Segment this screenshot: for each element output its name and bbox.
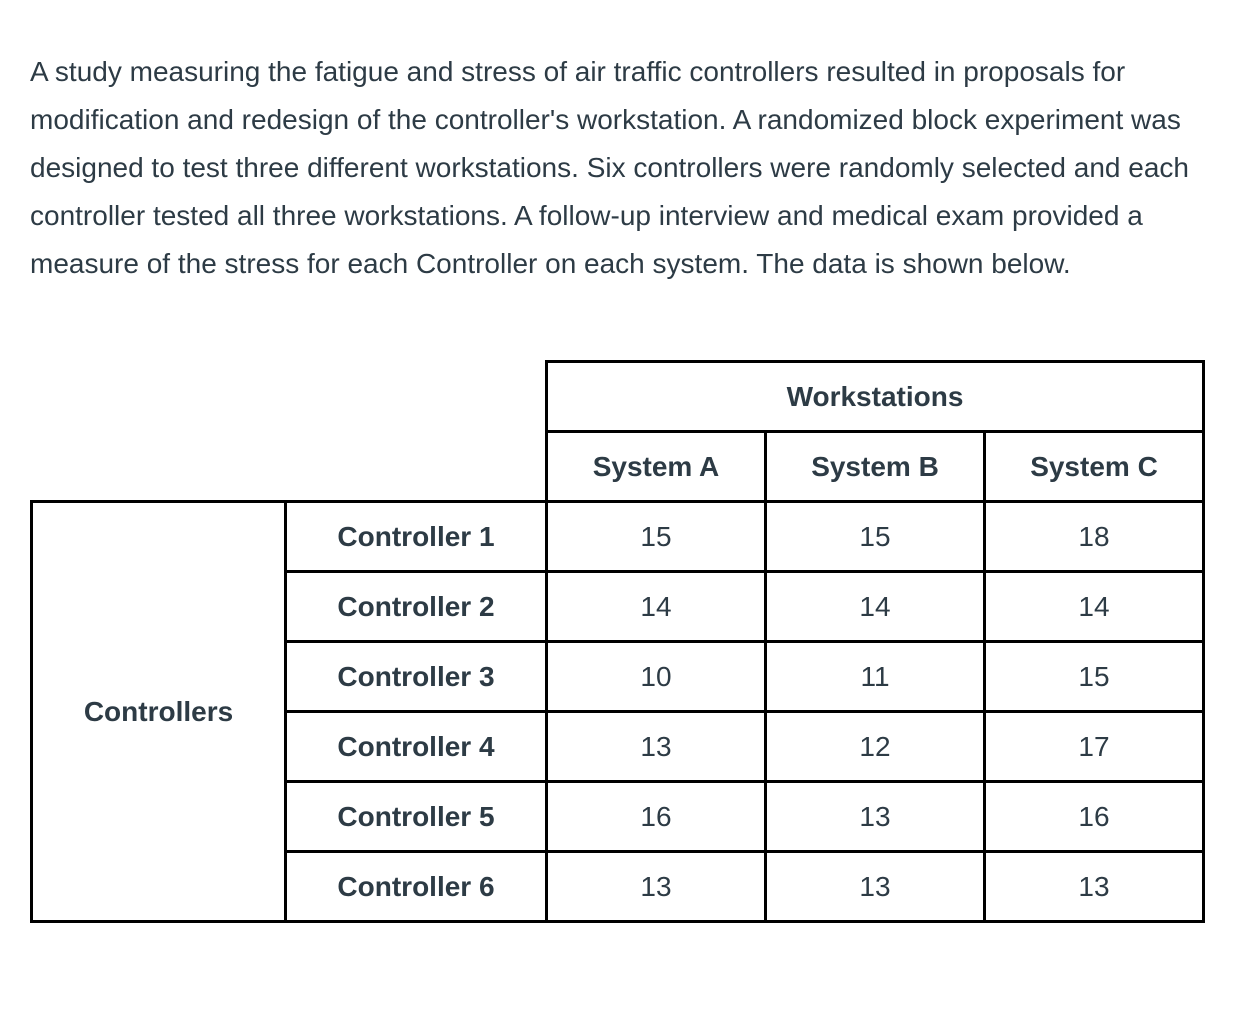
table-cell: 14 — [547, 572, 766, 642]
table-cell: 13 — [766, 782, 985, 852]
row-label: Controller 6 — [286, 852, 547, 922]
table-cell: 13 — [547, 852, 766, 922]
table-cell: 10 — [547, 642, 766, 712]
empty-corner — [32, 432, 547, 502]
stress-data-table — [30, 360, 1205, 923]
row-label: Controller 4 — [286, 712, 547, 782]
table-cell: 16 — [985, 782, 1204, 852]
group-header-row — [32, 362, 1204, 432]
table-cell: 12 — [766, 712, 985, 782]
table-cell: 17 — [985, 712, 1204, 782]
workstations-header: Workstations — [547, 362, 1204, 432]
table-cell: 13 — [547, 712, 766, 782]
row-label: Controller 1 — [286, 502, 547, 572]
table-cell: 11 — [766, 642, 985, 712]
table-cell: 18 — [985, 502, 1204, 572]
table-cell: 16 — [547, 782, 766, 852]
column-header-system-c: System C — [985, 432, 1204, 502]
table-cell: 15 — [985, 642, 1204, 712]
row-label: Controller 5 — [286, 782, 547, 852]
table-cell: 13 — [985, 852, 1204, 922]
table-cell: 14 — [766, 572, 985, 642]
table-cell: 13 — [766, 852, 985, 922]
empty-corner — [32, 362, 547, 432]
column-header-row — [32, 432, 1204, 502]
problem-statement: A study measuring the fatigue and stress of air traffic controllers resulted in proposals for modification and redesign of the controller's workstation. A randomized block experiment was designed to test three different workstations. Six controllers were randomly selected and each controller tested all three workstations. A follow-up interview and medical exam provided a measure of the stress for each Controller on each system. The data is shown below. — [30, 56, 1189, 279]
column-header-system-b: System B — [766, 432, 985, 502]
table-cell: 15 — [766, 502, 985, 572]
row-label: Controller 2 — [286, 572, 547, 642]
row-label: Controller 3 — [286, 642, 547, 712]
controllers-block-label: Controllers — [32, 502, 286, 922]
column-header-system-a: System A — [547, 432, 766, 502]
table-cell: 15 — [547, 502, 766, 572]
table-cell: 14 — [985, 572, 1204, 642]
table-row — [32, 502, 1204, 572]
